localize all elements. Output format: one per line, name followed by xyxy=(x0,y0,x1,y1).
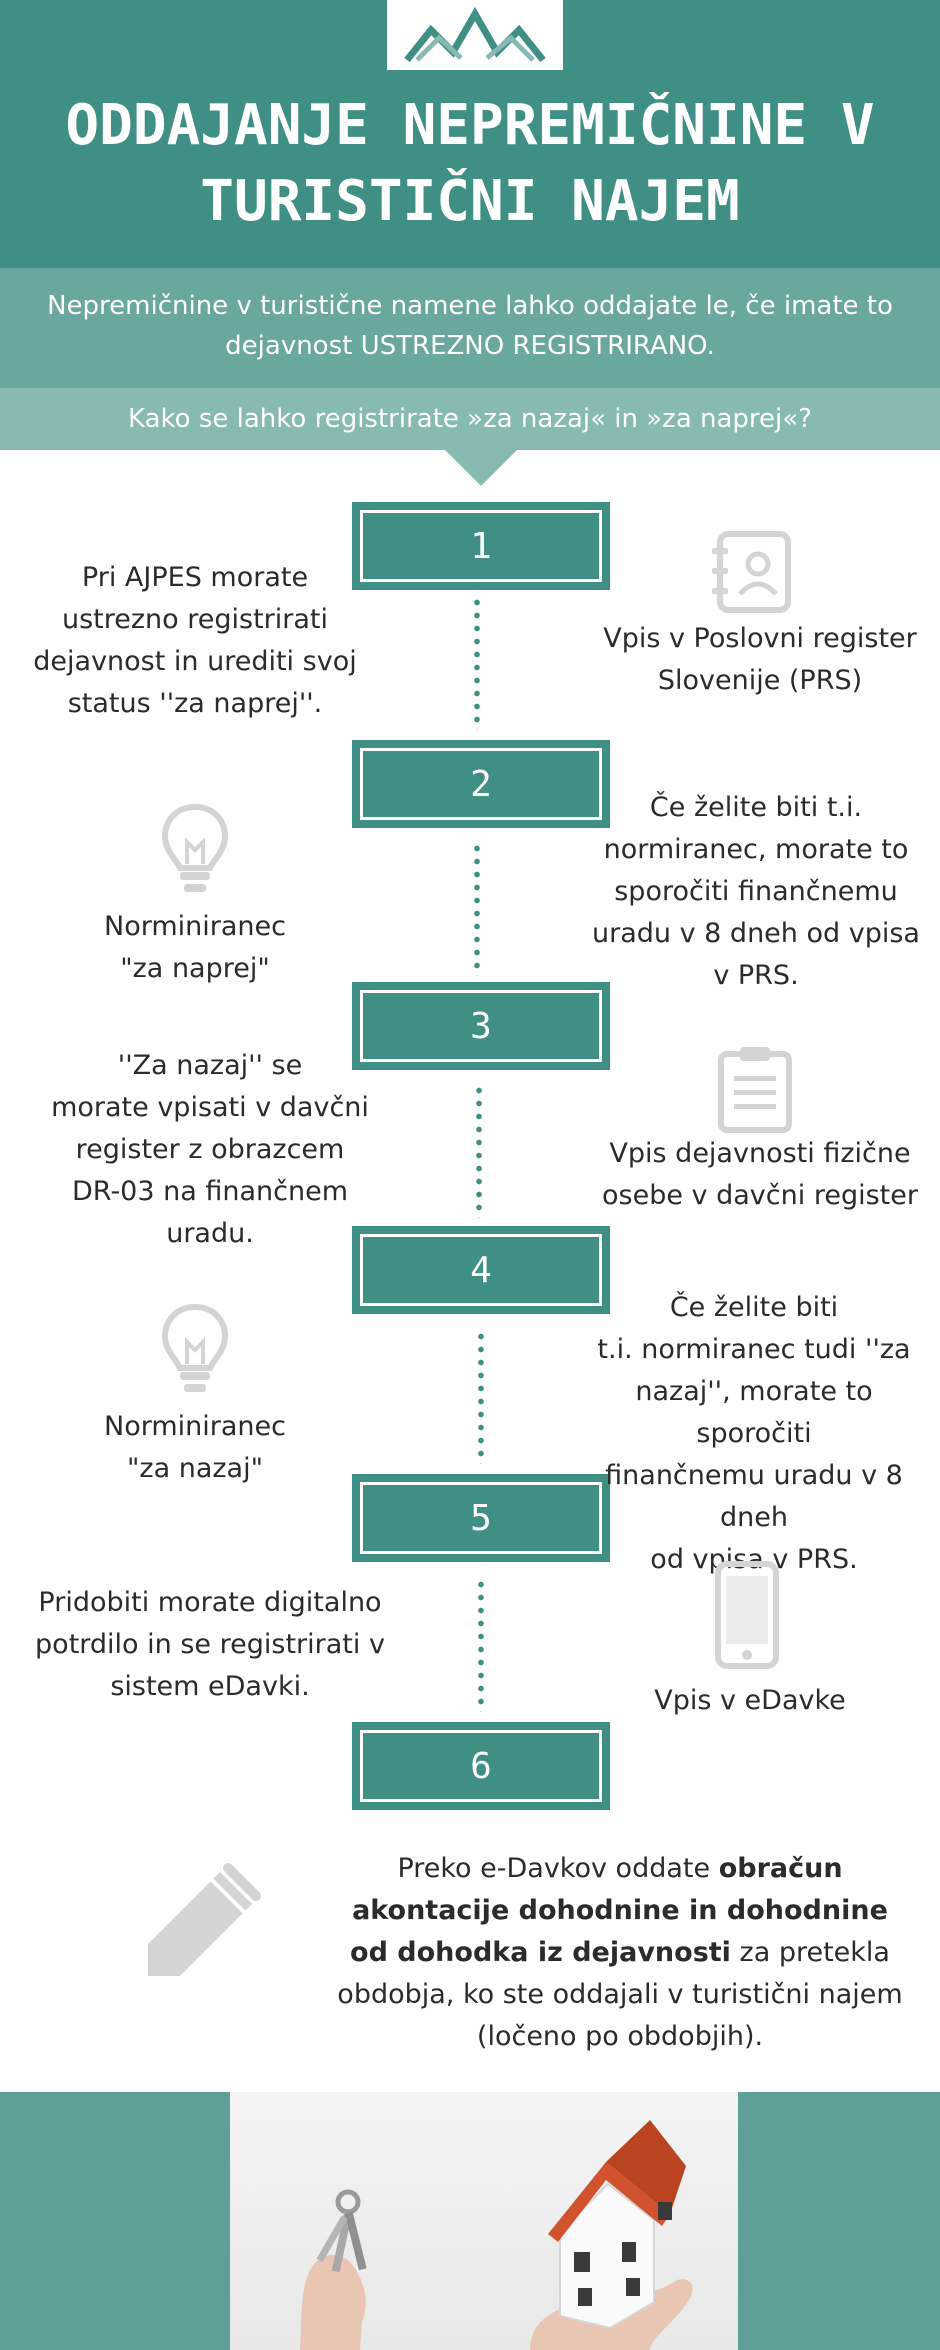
page-title xyxy=(0,88,940,240)
step-3-right-text: Vpis dejavnosti fizične osebe v davčni register xyxy=(602,1138,918,1211)
step-4-right-text: Če želite biti t.i. normiranec tudi ''za nazaj'', morate to sporočiti finančnemu uradu v 8 dneh od vpisa v PRS. xyxy=(597,1292,911,1575)
title-line-1: ODDAJANJE NEPREMIČNINE V xyxy=(65,93,875,158)
step-1-left-text: Pri AJPES morate ustrezno registrirati dejavnost in urediti svoj status ''za naprej''. xyxy=(33,562,357,719)
connector-dots xyxy=(476,1084,482,1218)
mountains-logo-icon xyxy=(387,0,563,70)
intro-text xyxy=(40,286,900,366)
pen-icon xyxy=(140,1862,262,1984)
step-4 xyxy=(352,1226,610,1314)
step-4-left-text: Norminiranec "za nazaj" xyxy=(104,1411,286,1484)
question-text: Kako se lahko registrirate »za nazaj« in »za naprej«? xyxy=(128,404,812,434)
step-number: 4 xyxy=(470,1249,492,1291)
step-1-right-text: Vpis v Poslovni register Slovenije (PRS) xyxy=(603,623,917,696)
intro-line-2: dejavnost USTREZNO REGISTRIRANO. xyxy=(225,331,715,361)
connector-dots xyxy=(474,596,480,730)
step-number: 5 xyxy=(470,1497,492,1539)
step-5-right-text: Vpis v eDavke xyxy=(654,1685,846,1716)
title-line-2: TURISTIČNI NAJEM xyxy=(200,169,740,234)
intro-band xyxy=(0,268,940,388)
step-5 xyxy=(352,1474,610,1562)
step-1 xyxy=(352,502,610,590)
step-number: 2 xyxy=(470,763,492,805)
intro-line-1: Nepremičnine v turistične namene lahko oddajate le, če imate to xyxy=(47,291,893,321)
step-2 xyxy=(352,740,610,828)
step-3-left-text: ''Za nazaj'' se morate vpisati v davčni register z obrazcem DR-03 na finančnem uradu. xyxy=(51,1050,369,1249)
question-band xyxy=(0,388,940,450)
step-2-right-text: Če želite biti t.i. normiranec, morate to sporočiti finančnemu uradu v 8 dneh od vpisa v PRS. xyxy=(592,792,920,991)
lightbulb-icon xyxy=(160,802,230,898)
final-step-bold: obračun akontacije dohodnine in dohodnine od dohodka iz dejavnosti xyxy=(350,1853,888,1968)
down-arrow xyxy=(445,450,517,486)
logo xyxy=(387,0,563,70)
address-book-icon xyxy=(710,530,796,614)
header xyxy=(0,0,940,268)
lightbulb-icon xyxy=(160,1302,230,1398)
connector-dots xyxy=(474,842,480,976)
connector-dots xyxy=(478,1578,484,1712)
final-step-text: Preko e-Davkov oddate obračun akontacije dohodnine in dohodnine od dohodka iz dejavnosti za pretekla obdobja, ko ste oddajali v turistični najem (ločeno po obdobjih). xyxy=(337,1853,903,2052)
step-number: 1 xyxy=(470,525,492,567)
clipboard-icon xyxy=(716,1044,794,1134)
step-number: 6 xyxy=(470,1745,492,1787)
step-2-left-text: Norminiranec "za naprej" xyxy=(104,911,286,984)
smartphone-icon xyxy=(714,1560,780,1670)
step-3 xyxy=(352,982,610,1070)
connector-dots xyxy=(478,1330,484,1464)
step-5-left-text: Pridobiti morate digitalno potrdilo in se registrirati v sistem eDavki. xyxy=(35,1587,385,1702)
step-6 xyxy=(352,1722,610,1810)
house-and-keys-photo xyxy=(230,2092,738,2350)
step-number: 3 xyxy=(470,1005,492,1047)
